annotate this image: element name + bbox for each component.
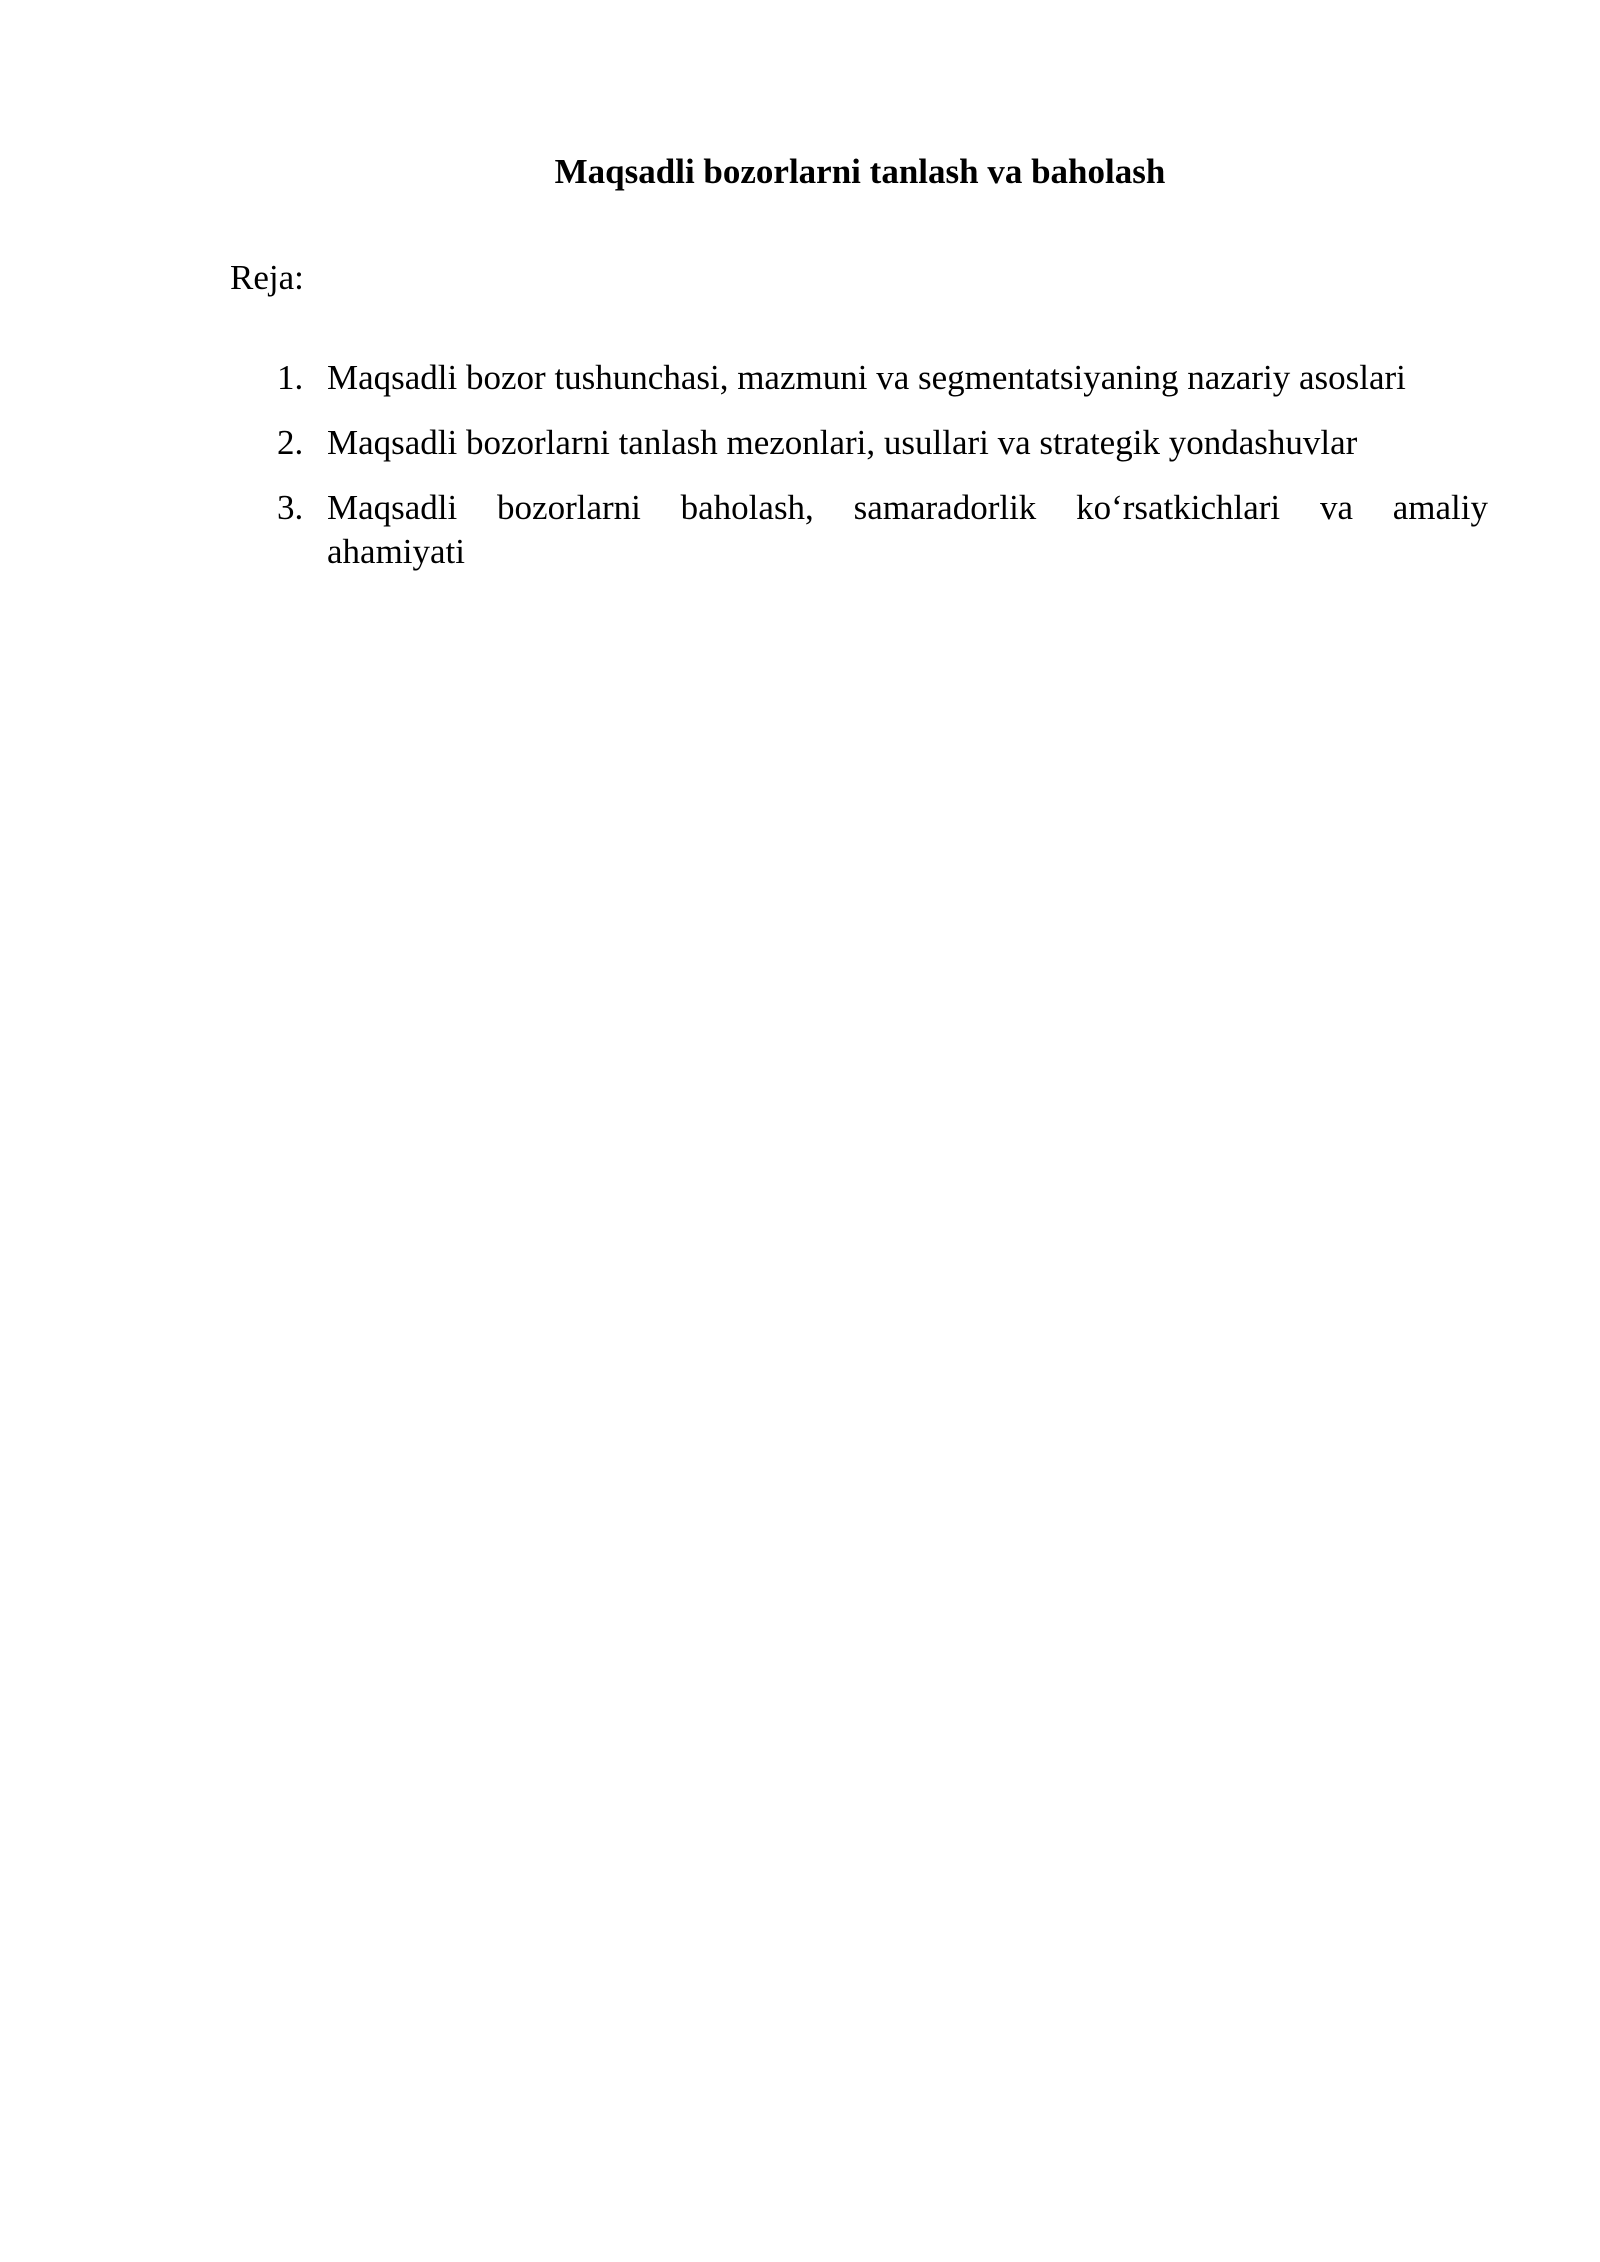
list-item-text: Maqsadli bozor tushunchasi, mazmuni va segmentatsiyaning nazariy asoslari — [327, 358, 1406, 397]
list-item — [230, 486, 1488, 574]
list-item-text-line: ahamiyati — [327, 532, 466, 571]
list-item-text-line: Maqsadli bozorlarni baholash, samaradorlik ko‘rsatkichlari va amaliy — [327, 488, 1488, 527]
list-item-number: 2. — [277, 423, 304, 462]
list-item — [230, 421, 1488, 465]
list-item-number: 3. — [277, 488, 304, 527]
plan-list — [230, 356, 1488, 595]
document-title: Maqsadli bozorlarni tanlash va baholash — [554, 152, 1166, 191]
list-item — [230, 356, 1488, 400]
list-item-text: Maqsadli bozorlarni tanlash mezonlari, usullari va strategik yondashuvlar — [327, 423, 1358, 462]
plan-heading: Reja: — [230, 258, 304, 297]
list-item-number: 1. — [277, 358, 304, 397]
